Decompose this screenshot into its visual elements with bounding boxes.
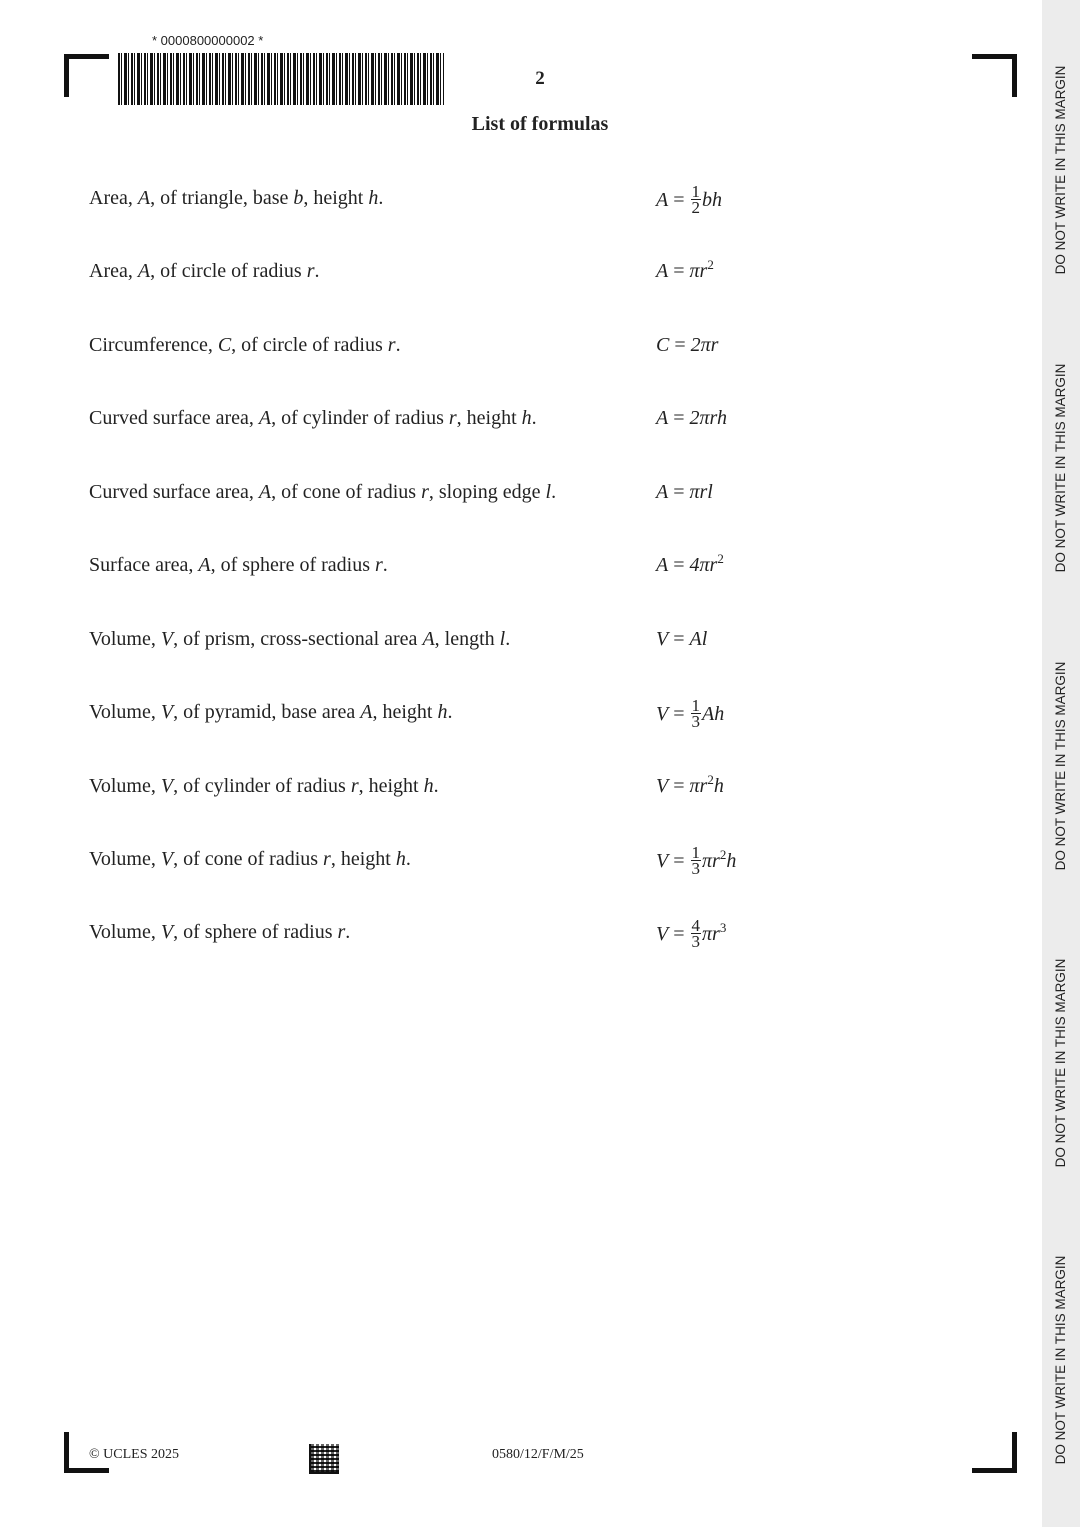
formula-row-prism-volume <box>89 627 989 667</box>
formula-description: Volume, V, of pyramid, base area A, height h. <box>89 701 453 723</box>
formula-row-cone-curved-area <box>89 480 989 520</box>
formula-expression: V = $\frac{4}{3}$ $\pi r^3$ <box>656 916 727 951</box>
formula-row-cylinder-volume <box>89 774 989 814</box>
formula-description: Volume, V, of sphere of radius r. <box>89 921 351 943</box>
formula-row-cylinder-curved-area <box>89 406 989 446</box>
page-title: List of formulas <box>471 113 609 135</box>
formula-expression: A = 2πrh <box>656 407 727 429</box>
formula-row-pyramid-volume <box>89 696 989 740</box>
formula-row-circumference <box>89 333 989 373</box>
formula-description: Volume, V, of cone of radius r, height h. <box>89 848 411 870</box>
page-number: 2 <box>535 68 545 89</box>
formula-row-cone-volume <box>89 843 989 887</box>
formula-expression: V = Al <box>656 628 708 650</box>
margin-warning: DO NOT WRITE IN THIS MARGIN <box>1053 65 1068 275</box>
formula-expression: $V = \pi r^2h$ <box>656 772 724 797</box>
margin-warning: DO NOT WRITE IN THIS MARGIN <box>1053 363 1068 573</box>
formula-expression: $A = 4\pi r^2$ <box>656 551 724 576</box>
formula-expression: A = πrl <box>656 481 713 503</box>
registration-mark-bottom-right <box>972 1432 1017 1473</box>
formula-description: Surface area, A, of sphere of radius r. <box>89 554 388 576</box>
copyright-notice: © UCLES 2025 <box>89 1447 179 1462</box>
formula-description: Curved surface area, A, of cylinder of radius r, height h. <box>89 407 537 429</box>
barcode-number: * 0000800000002 * <box>152 33 264 48</box>
formula-row-sphere-volume <box>89 916 989 960</box>
formula-description: Volume, V, of prism, cross-sectional area A, length l. <box>89 628 511 650</box>
formula-expression: V = $\frac{1}{3}$ Ah <box>656 696 725 731</box>
formula-description: Volume, V, of cylinder of radius r, height h. <box>89 775 439 797</box>
formula-description: Circumference, C, of circle of radius r. <box>89 334 401 356</box>
formula-row-triangle-area <box>89 182 989 226</box>
margin-warning: DO NOT WRITE IN THIS MARGIN <box>1053 958 1068 1168</box>
formula-expression: $A = \pi r^2$ <box>656 257 714 282</box>
margin-warning: DO NOT WRITE IN THIS MARGIN <box>1053 1255 1068 1465</box>
formula-expression: C = 2πr <box>656 334 719 356</box>
formula-expression: V = $\frac{1}{3}$ $\pi r^2h$ <box>656 843 737 878</box>
formula-expression: A = $\frac{1}{2}$ bh <box>656 182 722 217</box>
formula-description: Area, A, of triangle, base b, height h. <box>89 187 384 209</box>
formula-row-sphere-surface-area <box>89 553 989 593</box>
paper-code: 0580/12/F/M/25 <box>492 1447 584 1462</box>
formula-description: Curved surface area, A, of cone of radius r, sloping edge l. <box>89 481 557 503</box>
margin-warning: DO NOT WRITE IN THIS MARGIN <box>1053 661 1068 871</box>
formula-row-circle-area <box>89 259 989 299</box>
formula-description: Area, A, of circle of radius r. <box>89 260 320 282</box>
datamatrix-code-icon <box>309 1444 339 1474</box>
